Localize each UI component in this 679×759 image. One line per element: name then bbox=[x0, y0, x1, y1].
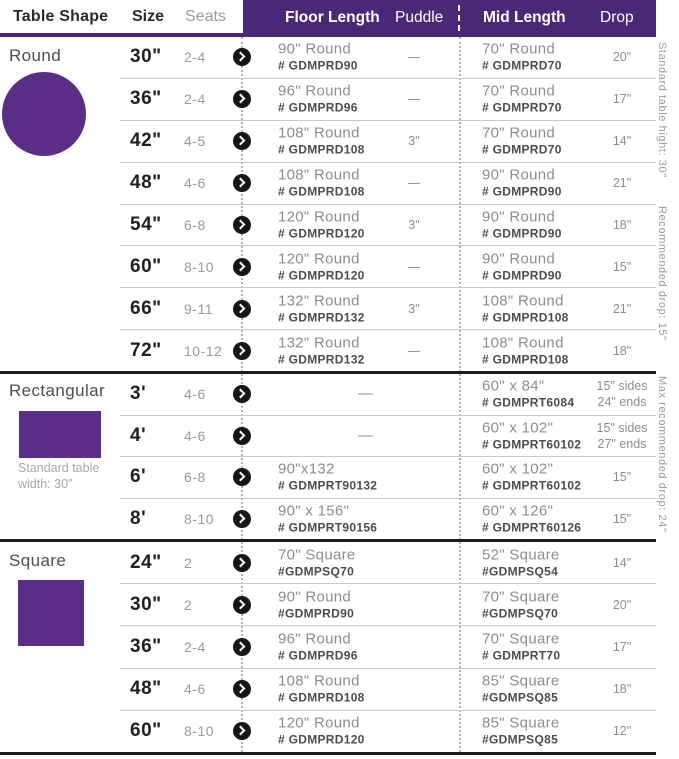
drop-value: 12" bbox=[612, 724, 632, 739]
round-shape-swatch bbox=[2, 72, 86, 156]
next-arrow-icon bbox=[233, 427, 251, 445]
floor-length-value: — bbox=[357, 385, 374, 403]
next-arrow-icon bbox=[233, 510, 251, 528]
mid-length-value: 108" Round bbox=[482, 334, 564, 352]
floor-length-value: 108" Round bbox=[278, 672, 360, 690]
table-bottom-rule bbox=[0, 752, 656, 755]
drop-cell bbox=[582, 49, 662, 65]
table-row bbox=[120, 668, 656, 710]
floor-length-cell bbox=[278, 715, 428, 748]
floor-length-sku: # GDMPRT90132 bbox=[278, 478, 378, 493]
drop-cell bbox=[582, 217, 662, 233]
floor-length-sku: # GDMPRD120 bbox=[278, 268, 365, 283]
header-floor-length: Floor Length bbox=[285, 9, 380, 26]
mid-length-sku: # GDMPRT6084 bbox=[482, 395, 575, 410]
seats-value: 2 bbox=[184, 596, 193, 613]
floor-length-value: — bbox=[357, 426, 374, 444]
mid-length-value: 85" Square bbox=[482, 714, 560, 732]
header-drop: Drop bbox=[600, 9, 634, 26]
mid-length-sku: #GDMPSQ54 bbox=[482, 564, 559, 579]
drop-value: 17" bbox=[612, 92, 632, 107]
floor-length-value: 120" Round bbox=[278, 714, 360, 732]
size-value: 66" bbox=[130, 297, 162, 319]
floor-length-sku: # GDMPRD132 bbox=[278, 310, 365, 325]
table-row bbox=[120, 625, 656, 667]
side-note-max-drop: Max recommended drop: 24" bbox=[656, 376, 668, 533]
header-dashed-divider bbox=[458, 5, 460, 31]
floor-length-value: 108" Round bbox=[278, 166, 360, 184]
floor-length-value: 90"x132 bbox=[278, 460, 335, 478]
drop-value: 14" bbox=[612, 134, 632, 149]
size-value: 6' bbox=[130, 466, 147, 488]
header-purple-band bbox=[243, 0, 656, 37]
table-row bbox=[120, 415, 656, 457]
mid-length-value: 85" Square bbox=[482, 672, 560, 690]
next-arrow-icon bbox=[233, 90, 251, 108]
table-row bbox=[120, 37, 656, 78]
rectangular-shape-swatch bbox=[19, 411, 101, 458]
seats-value: 6-8 bbox=[184, 469, 206, 486]
drop-cell bbox=[582, 681, 662, 697]
size-value: 3' bbox=[130, 383, 147, 405]
next-arrow-icon bbox=[233, 638, 251, 656]
seats-value: 4-6 bbox=[184, 386, 206, 403]
floor-length-sku: # GDMPRD96 bbox=[278, 100, 358, 115]
next-arrow-icon bbox=[233, 342, 251, 360]
side-note-table-height: Standard table hight: 30" bbox=[656, 42, 668, 178]
seats-value: 2-4 bbox=[184, 91, 206, 108]
floor-length-sku: # GDMPRD132 bbox=[278, 352, 365, 367]
puddle-value: 3" bbox=[408, 217, 420, 232]
rectangular-rows bbox=[120, 374, 656, 539]
drop-cell bbox=[582, 91, 662, 107]
table-row bbox=[120, 78, 656, 120]
next-arrow-icon bbox=[233, 596, 251, 614]
drop-cell bbox=[582, 597, 662, 613]
drop-cell bbox=[582, 639, 662, 655]
mid-length-sku: # GDMPRD108 bbox=[482, 352, 569, 367]
drop-value: 18" bbox=[612, 682, 632, 697]
seats-value: 4-6 bbox=[184, 175, 206, 192]
header-size: Size bbox=[132, 8, 165, 25]
seats-value: 2 bbox=[184, 554, 193, 571]
floor-length-sku: #GDMPSQ70 bbox=[278, 564, 355, 579]
seats-value: 4-6 bbox=[184, 427, 206, 444]
drop-value: 15" bbox=[612, 511, 632, 526]
floor-length-cell bbox=[278, 385, 453, 403]
drop-cell bbox=[582, 301, 662, 317]
floor-length-sku: # GDMPRD120 bbox=[278, 732, 365, 747]
drop-cell bbox=[582, 343, 662, 359]
mid-length-sku: # GDMPRT60126 bbox=[482, 520, 582, 535]
next-arrow-icon bbox=[233, 48, 251, 66]
size-value: 24" bbox=[130, 551, 162, 573]
mid-length-value: 90" Round bbox=[482, 166, 556, 184]
table-row bbox=[120, 287, 656, 329]
floor-length-value: 108" Round bbox=[278, 124, 360, 142]
puddle-value: 3" bbox=[408, 301, 420, 316]
floor-length-value: 96" Round bbox=[278, 630, 352, 648]
floor-length-cell bbox=[278, 588, 428, 621]
mid-length-value: 60" x 126" bbox=[482, 502, 554, 520]
drop-cell bbox=[582, 175, 662, 191]
puddle-value: — bbox=[407, 176, 421, 191]
section-label-rectangular: Rectangular bbox=[9, 381, 106, 400]
floor-length-sku: # GDMPRD108 bbox=[278, 690, 365, 705]
drop-value: 20" bbox=[612, 50, 632, 65]
drop-value: 17" bbox=[612, 640, 632, 654]
header-mid-length: Mid Length bbox=[483, 9, 566, 26]
mid-length-value: 52" Square bbox=[482, 546, 560, 564]
size-value: 60" bbox=[130, 255, 162, 277]
mid-length-value: 108" Round bbox=[482, 292, 564, 310]
table-row bbox=[120, 542, 656, 583]
drop-value: 20" bbox=[612, 597, 632, 612]
table-row bbox=[120, 374, 656, 415]
floor-length-sku: #GDMPRD90 bbox=[278, 606, 355, 621]
drop-value-2: 24" ends bbox=[597, 395, 647, 410]
drop-value: 15" bbox=[612, 259, 632, 274]
next-arrow-icon bbox=[233, 300, 251, 318]
size-value: 48" bbox=[130, 172, 162, 194]
header-puddle: Puddle bbox=[395, 9, 444, 26]
size-value: 72" bbox=[130, 339, 162, 361]
size-value: 60" bbox=[130, 720, 162, 742]
section-label-square: Square bbox=[9, 551, 67, 570]
mid-length-value: 70" Square bbox=[482, 630, 560, 648]
header-seats: Seats bbox=[185, 8, 226, 25]
seats-value: 6-8 bbox=[184, 216, 206, 233]
round-rows bbox=[120, 37, 656, 371]
puddle-value: — bbox=[407, 50, 421, 65]
mid-length-value: 60" x 84" bbox=[482, 377, 545, 395]
rectangular-caption: Standard table width: 30" bbox=[18, 461, 100, 491]
mid-length-sku: # GDMPRD70 bbox=[482, 100, 562, 115]
floor-length-value: 90" x 156" bbox=[278, 502, 350, 520]
floor-length-value: 132" Round bbox=[278, 334, 360, 352]
floor-length-sku: # GDMPRD96 bbox=[278, 648, 358, 663]
table-row bbox=[120, 162, 656, 204]
next-arrow-icon bbox=[233, 132, 251, 150]
size-value: 36" bbox=[130, 636, 162, 657]
drop-cell bbox=[582, 259, 662, 275]
next-arrow-icon bbox=[233, 554, 251, 572]
floor-length-value: 90" Round bbox=[278, 40, 352, 58]
mid-length-sku: # GDMPRT70 bbox=[482, 648, 561, 663]
drop-value: 21" bbox=[612, 176, 632, 191]
drop-cell bbox=[582, 469, 662, 485]
seats-value: 10-12 bbox=[184, 342, 223, 359]
seats-value: 2-4 bbox=[184, 639, 206, 655]
puddle-value: — bbox=[407, 343, 421, 358]
size-value: 54" bbox=[130, 213, 162, 235]
next-arrow-icon bbox=[233, 174, 251, 192]
floor-length-value: 90" Round bbox=[278, 588, 352, 606]
mid-length-sku: # GDMPRT60102 bbox=[482, 437, 582, 452]
floor-length-sku: # GDMPRD120 bbox=[278, 226, 365, 241]
size-value: 42" bbox=[130, 130, 162, 152]
seats-value: 2-4 bbox=[184, 49, 206, 66]
puddle-value: 3" bbox=[408, 134, 420, 149]
seats-value: 4-5 bbox=[184, 133, 206, 150]
section-label-round: Round bbox=[9, 46, 62, 65]
floor-length-value: 132" Round bbox=[278, 292, 360, 310]
floor-length-value: 120" Round bbox=[278, 208, 360, 226]
side-note-recommended-drop: Recommended drop: 15" bbox=[656, 206, 668, 341]
floor-length-sku: # GDMPRD108 bbox=[278, 142, 365, 157]
puddle-value: — bbox=[407, 259, 421, 274]
floor-length-cell bbox=[278, 502, 428, 535]
mid-length-value: 60" x 102" bbox=[482, 460, 554, 478]
table-row bbox=[120, 329, 656, 371]
drop-value: 18" bbox=[612, 343, 632, 358]
drop-value-2: 27" ends bbox=[597, 436, 647, 451]
floor-length-cell bbox=[278, 427, 453, 445]
next-arrow-icon bbox=[233, 385, 251, 403]
seats-value: 8-10 bbox=[184, 510, 215, 527]
drop-value: 15" sides bbox=[596, 420, 648, 435]
floor-length-value: 96" Round bbox=[278, 82, 352, 100]
next-arrow-icon bbox=[233, 722, 251, 740]
mid-length-value: 70" Round bbox=[482, 82, 556, 100]
drop-value: 18" bbox=[612, 217, 632, 232]
floor-length-cell bbox=[278, 546, 428, 579]
drop-cell bbox=[582, 555, 662, 571]
floor-length-value: 70" Square bbox=[278, 546, 356, 564]
table-row bbox=[120, 498, 656, 540]
mid-length-sku: #GDMPSQ85 bbox=[482, 690, 559, 705]
next-arrow-icon bbox=[233, 216, 251, 234]
floor-length-cell bbox=[278, 673, 428, 706]
table-row bbox=[120, 245, 656, 287]
mid-length-sku: #GDMPSQ85 bbox=[482, 732, 559, 747]
size-value: 48" bbox=[130, 678, 162, 700]
size-value: 36" bbox=[130, 88, 162, 110]
table-row bbox=[120, 120, 656, 162]
mid-length-sku: # GDMPRD70 bbox=[482, 142, 562, 157]
mid-length-value: 90" Round bbox=[482, 208, 556, 226]
drop-cell bbox=[582, 133, 662, 149]
seats-value: 9-11 bbox=[184, 300, 213, 317]
size-value: 30" bbox=[130, 593, 162, 615]
floor-length-value: 120" Round bbox=[278, 250, 360, 268]
mid-length-sku: # GDMPRD90 bbox=[482, 184, 562, 199]
seats-value: 8-10 bbox=[184, 258, 215, 275]
mid-length-sku: # GDMPRD70 bbox=[482, 58, 562, 73]
size-value: 8' bbox=[130, 507, 147, 529]
table-row bbox=[120, 456, 656, 498]
mid-length-value: 60" x 102" bbox=[482, 419, 554, 437]
drop-value: 21" bbox=[612, 301, 632, 316]
seats-value: 4-6 bbox=[184, 681, 206, 698]
size-value: 30" bbox=[130, 46, 162, 68]
square-shape-swatch bbox=[18, 580, 84, 646]
next-arrow-icon bbox=[233, 258, 251, 276]
next-arrow-icon bbox=[233, 680, 251, 698]
mid-length-sku: # GDMPRD90 bbox=[482, 226, 562, 241]
mid-length-value: 90" Round bbox=[482, 250, 556, 268]
floor-length-sku: # GDMPRD90 bbox=[278, 58, 358, 73]
mid-length-sku: # GDMPRT60102 bbox=[482, 478, 582, 493]
drop-cell bbox=[582, 723, 662, 739]
drop-cell bbox=[582, 511, 662, 527]
table-row bbox=[120, 710, 656, 752]
puddle-value: — bbox=[407, 92, 421, 107]
table-row bbox=[120, 583, 656, 625]
mid-length-sku: #GDMPSQ70 bbox=[482, 606, 559, 621]
drop-cell bbox=[582, 420, 662, 452]
floor-length-sku: # GDMPRD108 bbox=[278, 184, 365, 199]
drop-value: 15" bbox=[612, 470, 632, 485]
drop-value: 14" bbox=[612, 555, 632, 570]
floor-length-cell bbox=[278, 461, 428, 494]
square-rows bbox=[120, 542, 656, 752]
drop-value: 15" sides bbox=[596, 379, 648, 394]
size-value: 4' bbox=[130, 424, 147, 446]
next-arrow-icon bbox=[233, 468, 251, 486]
table-row bbox=[120, 204, 656, 246]
seats-value: 8-10 bbox=[184, 723, 215, 740]
drop-cell bbox=[582, 378, 662, 410]
floor-length-sku: # GDMPRT90156 bbox=[278, 520, 378, 535]
floor-length-cell bbox=[278, 631, 428, 664]
mid-length-value: 70" Square bbox=[482, 588, 560, 606]
mid-length-value: 70" Round bbox=[482, 40, 556, 58]
mid-length-sku: # GDMPRD90 bbox=[482, 268, 562, 283]
mid-length-value: 70" Round bbox=[482, 124, 556, 142]
header-table-shape: Table Shape bbox=[13, 8, 109, 25]
mid-length-sku: # GDMPRD108 bbox=[482, 310, 569, 325]
